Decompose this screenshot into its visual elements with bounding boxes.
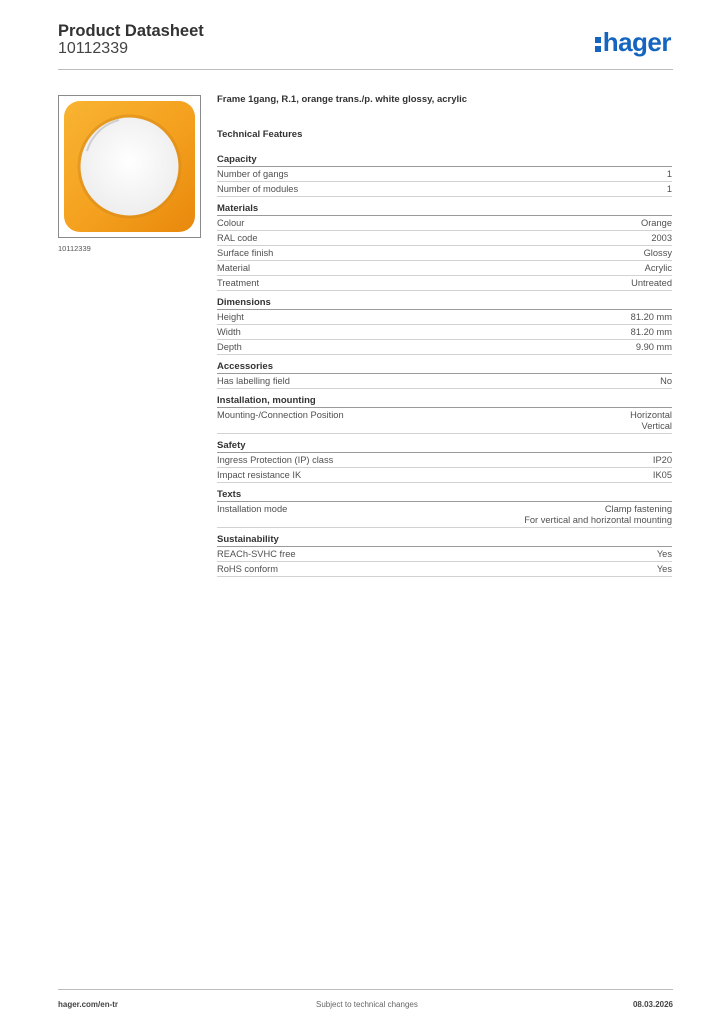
spec-value-line: 1 <box>666 183 672 194</box>
spec-row <box>217 261 672 276</box>
section-title: Sustainability <box>217 533 672 547</box>
feature-sections <box>217 153 672 577</box>
section-texts <box>217 488 672 528</box>
section-title: Safety <box>217 439 672 453</box>
spec-value <box>645 263 672 274</box>
section-title: Texts <box>217 488 672 502</box>
spec-value <box>653 470 672 481</box>
spec-value <box>657 549 672 560</box>
spec-row <box>217 408 672 434</box>
spec-value-line: 2003 <box>651 232 672 243</box>
spec-value-line: Yes <box>656 563 672 574</box>
page-footer <box>58 989 673 1020</box>
spec-row <box>217 167 672 182</box>
section-title: Dimensions <box>217 296 672 310</box>
spec-value-line: 1 <box>666 168 672 179</box>
spec-label: Impact resistance IK <box>217 469 302 480</box>
section-materials <box>217 202 672 291</box>
spec-value <box>631 312 672 323</box>
logo-text: hager <box>602 27 671 57</box>
spec-value <box>657 564 672 575</box>
spec-row <box>217 231 672 246</box>
spec-value-line: Horizontal <box>630 409 672 420</box>
logo-dots-icon <box>595 36 601 52</box>
spec-label: Treatment <box>217 277 260 288</box>
spec-label: Width <box>217 326 241 337</box>
spec-value-line: Glossy <box>643 247 672 258</box>
spec-value-line: IP20 <box>652 454 672 465</box>
spec-value <box>660 376 672 387</box>
section-title: Installation, mounting <box>217 394 672 408</box>
features-heading: Technical Features <box>217 129 303 140</box>
spec-row <box>217 310 672 325</box>
spec-value-line: Vertical <box>641 420 672 431</box>
spec-label: Surface finish <box>217 247 274 258</box>
spec-row <box>217 502 672 528</box>
section-safety <box>217 439 672 483</box>
spec-value <box>636 342 672 353</box>
spec-label: Material <box>217 262 251 273</box>
section-installation-mounting <box>217 394 672 434</box>
spec-value-line: Clamp fastening <box>604 503 672 514</box>
spec-row <box>217 562 672 577</box>
spec-value <box>631 327 672 338</box>
section-accessories <box>217 360 672 389</box>
spec-label: Mounting-/Connection Position <box>217 409 344 420</box>
image-caption: 10112339 <box>58 244 91 253</box>
spec-value <box>653 455 672 466</box>
document-title: Product Datasheet <box>58 22 204 40</box>
spec-row <box>217 453 672 468</box>
section-sustainability <box>217 533 672 577</box>
section-title: Materials <box>217 202 672 216</box>
spec-value-line: IK05 <box>652 469 672 480</box>
spec-row <box>217 468 672 483</box>
spec-value-line: Yes <box>656 548 672 559</box>
spec-label: Depth <box>217 341 242 352</box>
spec-value <box>641 218 672 229</box>
spec-value-line: Acrylic <box>644 262 672 273</box>
footer-notice: Subject to technical changes <box>316 1000 418 1009</box>
spec-value-line: 9.90 mm <box>635 341 672 352</box>
spec-label: Height <box>217 311 244 322</box>
spec-value <box>667 184 672 195</box>
spec-label: Installation mode <box>217 503 288 514</box>
spec-row <box>217 374 672 389</box>
spec-value <box>524 504 672 526</box>
spec-value-line: Untreated <box>631 277 672 288</box>
frame-1gang-icon <box>59 96 200 237</box>
hager-logo <box>595 27 671 57</box>
spec-row <box>217 325 672 340</box>
spec-row <box>217 182 672 197</box>
spec-label: RoHS conform <box>217 563 278 574</box>
section-capacity <box>217 153 672 197</box>
spec-value-line: 81.20 mm <box>630 311 672 322</box>
website-link[interactable]: hager.com/en-tr <box>58 1000 119 1009</box>
spec-value <box>631 278 672 289</box>
spec-value-line: For vertical and horizontal mounting <box>524 514 672 525</box>
spec-row <box>217 340 672 355</box>
spec-label: Number of gangs <box>217 168 289 179</box>
spec-value <box>667 169 672 180</box>
product-description: Frame 1gang, R.1, orange trans./p. white glossy, acrylic <box>217 94 468 105</box>
spec-label: Has labelling field <box>217 375 290 386</box>
spec-value-line: No <box>660 375 672 386</box>
section-title: Accessories <box>217 360 672 374</box>
spec-label: Number of modules <box>217 183 299 194</box>
spec-label: RAL code <box>217 232 258 243</box>
spec-label: Ingress Protection (IP) class <box>217 454 334 465</box>
page-header <box>58 20 673 70</box>
product-image <box>58 95 201 238</box>
spec-row <box>217 216 672 231</box>
spec-value-line: Orange <box>640 217 672 228</box>
spec-row <box>217 547 672 562</box>
spec-value <box>651 233 672 244</box>
technical-content <box>217 94 672 582</box>
spec-value-line: 81.20 mm <box>630 326 672 337</box>
section-dimensions <box>217 296 672 355</box>
spec-value <box>644 248 672 259</box>
spec-value <box>630 410 672 432</box>
spec-row <box>217 276 672 291</box>
section-title: Capacity <box>217 153 672 167</box>
product-number: 10112339 <box>58 40 128 57</box>
spec-label: REACh-SVHC free <box>217 548 296 559</box>
spec-row <box>217 246 672 261</box>
footer-date: 08.03.2026 <box>632 1000 673 1009</box>
spec-label: Colour <box>217 217 245 228</box>
